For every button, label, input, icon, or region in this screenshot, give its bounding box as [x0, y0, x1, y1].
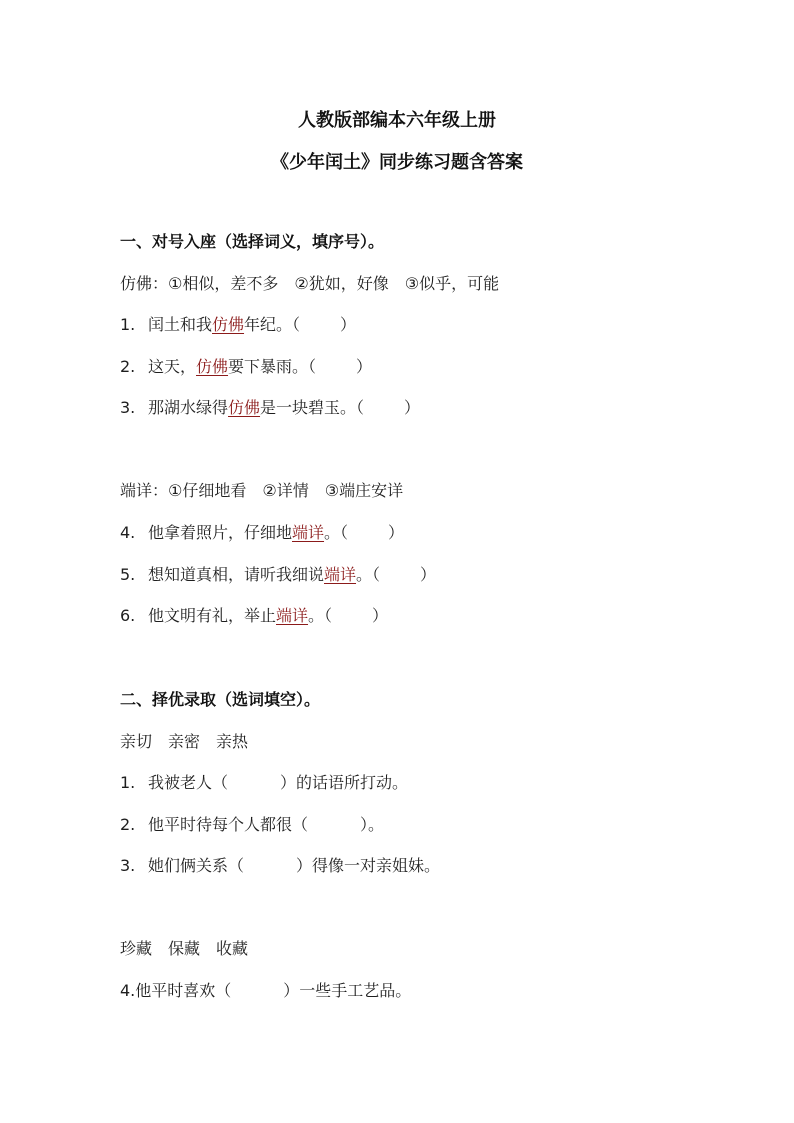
question-text: 是一块碧玉。（	[260, 398, 365, 417]
question-text: 想知道真相，请听我细说	[148, 565, 325, 584]
paren-close: ）	[420, 565, 437, 584]
paren-close: ）	[372, 606, 389, 625]
question-text: 。（	[324, 523, 349, 542]
question-text: 他平时待每个人都很（	[148, 815, 309, 834]
question-text: ）一些手工艺品。	[283, 981, 412, 1000]
question-number: 1.	[120, 315, 136, 334]
definition-option: ②详情	[262, 481, 309, 500]
question-number: 6.	[120, 606, 136, 625]
paren-close: ）	[340, 315, 357, 334]
question-text: 这天，	[148, 357, 197, 376]
highlighted-word: 端详	[324, 565, 357, 584]
word-choice: 亲切	[120, 732, 153, 751]
paren-close: ）	[388, 523, 405, 542]
question-text: ）得像一对亲姐妹。	[296, 856, 441, 875]
question-text: 他平时喜欢（	[135, 981, 232, 1000]
question-item	[120, 814, 384, 836]
document-title: 人教版部编本六年级上册	[298, 110, 496, 131]
highlighted-word: 仿佛	[212, 315, 245, 334]
definition-option: ③端庄安详	[324, 481, 404, 500]
section1-heading: 一、对号入座（选择词义，填序号）。	[120, 232, 385, 251]
word-choices	[120, 731, 248, 753]
highlighted-word: 端详	[276, 606, 309, 625]
question-text: 那湖水绿得	[148, 398, 229, 417]
question-item	[120, 356, 372, 378]
question-text: 。（	[356, 565, 381, 584]
word-choices	[120, 938, 248, 960]
highlighted-word: 仿佛	[196, 357, 229, 376]
question-number: 2.	[120, 815, 136, 834]
question-text: 。（	[308, 606, 333, 625]
question-number: 1.	[120, 773, 136, 792]
word-choice: 珍藏	[120, 939, 153, 958]
definition-option: ③似乎，可能	[404, 274, 500, 293]
definition-option: ②犹如，好像	[294, 274, 389, 293]
question-number: 2.	[120, 357, 136, 376]
question-item	[120, 522, 404, 544]
definition-line-fangfu	[120, 273, 499, 295]
question-text: 她们俩关系（	[148, 856, 245, 875]
paren-close: ）	[356, 357, 373, 376]
word-choice: 亲热	[216, 732, 249, 751]
definition-label: 仿佛：	[120, 274, 169, 293]
question-item	[120, 772, 408, 794]
question-number: 4.	[120, 523, 136, 542]
section2-heading: 二、择优录取（选词填空）。	[120, 690, 321, 709]
question-text: 要下暴雨。（	[228, 357, 317, 376]
question-text: 他文明有礼，举止	[148, 606, 277, 625]
question-text: ）。	[360, 815, 385, 834]
paren-close: ）	[404, 398, 421, 417]
document-subtitle: 《少年闰土》同步练习题含答案	[271, 152, 523, 173]
question-number: 4.	[120, 981, 136, 1000]
definition-option: ①仔细地看	[168, 481, 247, 500]
definition-line-duanxiang	[120, 480, 403, 502]
question-item	[120, 855, 440, 877]
question-number: 3.	[120, 856, 136, 875]
question-item	[120, 397, 420, 419]
question-text: 年纪。（	[244, 315, 301, 334]
question-text: 我被老人（	[148, 773, 229, 792]
question-text: ）的话语所打动。	[280, 773, 409, 792]
highlighted-word: 仿佛	[228, 398, 261, 417]
word-choice: 收藏	[216, 939, 249, 958]
word-choice: 亲密	[168, 732, 201, 751]
highlighted-word: 端详	[292, 523, 325, 542]
question-number: 3.	[120, 398, 136, 417]
word-choice: 保藏	[168, 939, 201, 958]
question-item	[120, 314, 356, 336]
question-item	[120, 605, 388, 627]
definition-option: ①相似，差不多	[168, 274, 279, 293]
question-text: 闰土和我	[148, 315, 213, 334]
question-item	[120, 564, 436, 586]
question-number: 5.	[120, 565, 136, 584]
definition-label: 端详：	[120, 481, 169, 500]
question-text: 他拿着照片，仔细地	[148, 523, 293, 542]
question-item	[120, 980, 411, 1002]
